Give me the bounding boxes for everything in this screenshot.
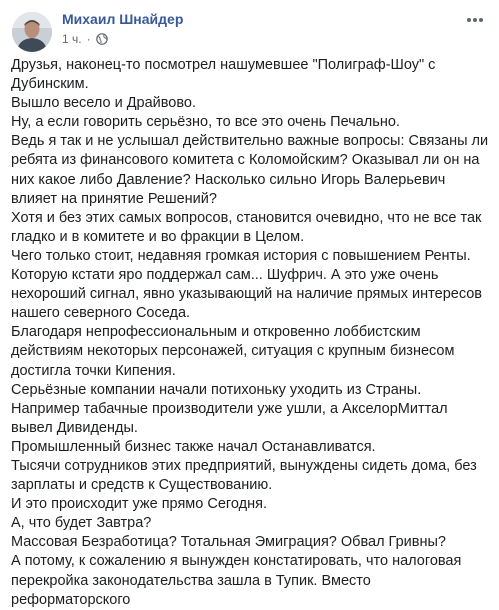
- post-paragraph: Благодаря непрофессиональным и откровенно лоббистским действиям некоторых персонажей, ситуация с крупным бизнесом достигла точки Кипения.: [11, 324, 455, 379]
- post-time[interactable]: 1 ч.: [62, 32, 82, 46]
- post-paragraph: А потому, к сожалению я вынужден констатировать, что налоговая перекройка законодательства зашла в Тупик. Вместо реформаторского: [11, 553, 462, 608]
- ellipsis-icon: [466, 17, 484, 23]
- post-paragraph: Промышленный бизнес также начал Останавливатся.: [11, 438, 376, 455]
- post-paragraph: Вышло весело и Драйвово.: [11, 95, 197, 112]
- more-options-button[interactable]: [463, 10, 487, 30]
- post-meta: [62, 32, 108, 46]
- post-paragraph: Друзья, наконец-то посмотрел нашумевшее "Полиграф-Шоу" с Дубинским.: [11, 57, 436, 93]
- post-paragraph: Ну, а если говорить серьёзно, то все это очень Печально.: [11, 114, 400, 131]
- meta-separator: ·: [86, 32, 91, 46]
- globe-icon: [96, 33, 108, 45]
- post-paragraph: А, что будет Завтра?: [11, 515, 152, 532]
- author-name[interactable]: Михаил Шнайдер: [62, 11, 184, 27]
- post-paragraph: Серьёзные компании начали потихоньку уходить из Страны. Например табачные производители уже ушли, а АкселорМиттал вывел Дивиденды.: [11, 381, 448, 436]
- post-paragraph: Хотя и без этих самых вопросов, становится очевидно, что не все так гладко и в комитете и во фракции в Целом.: [11, 209, 482, 245]
- post-paragraph: Ведь я так и не услышал действительно важные вопросы: Связаны ли ребята из финансового комитета с Коломойским? Оказывал ли он на них какое либо Давление? Насколько сильно Игорь Валерьевич влияет на принятие Решений?: [11, 133, 489, 207]
- post-paragraph: И это происходит уже прямо Сегодня.: [11, 496, 267, 513]
- post-paragraph: Тысячи сотрудников этих предприятий, вынуждены сидеть дома, без зарплаты и средств к Существованию.: [11, 457, 477, 494]
- post-paragraph: Чего только стоит, недавняя громкая история с повышением Ренты. Которую кстати яро поддержал сам... Шуфрич. А это уже очень нехороший сигнал, явно указывающий на наличие прямых интересов нашего северного Соседа.: [11, 247, 483, 322]
- author-avatar[interactable]: [12, 12, 52, 52]
- post-body: [11, 56, 493, 610]
- post-header: [0, 0, 499, 60]
- post-paragraph: Массовая Безработица? Тотальная Эмиграция? Обвал Гривны?: [11, 534, 446, 551]
